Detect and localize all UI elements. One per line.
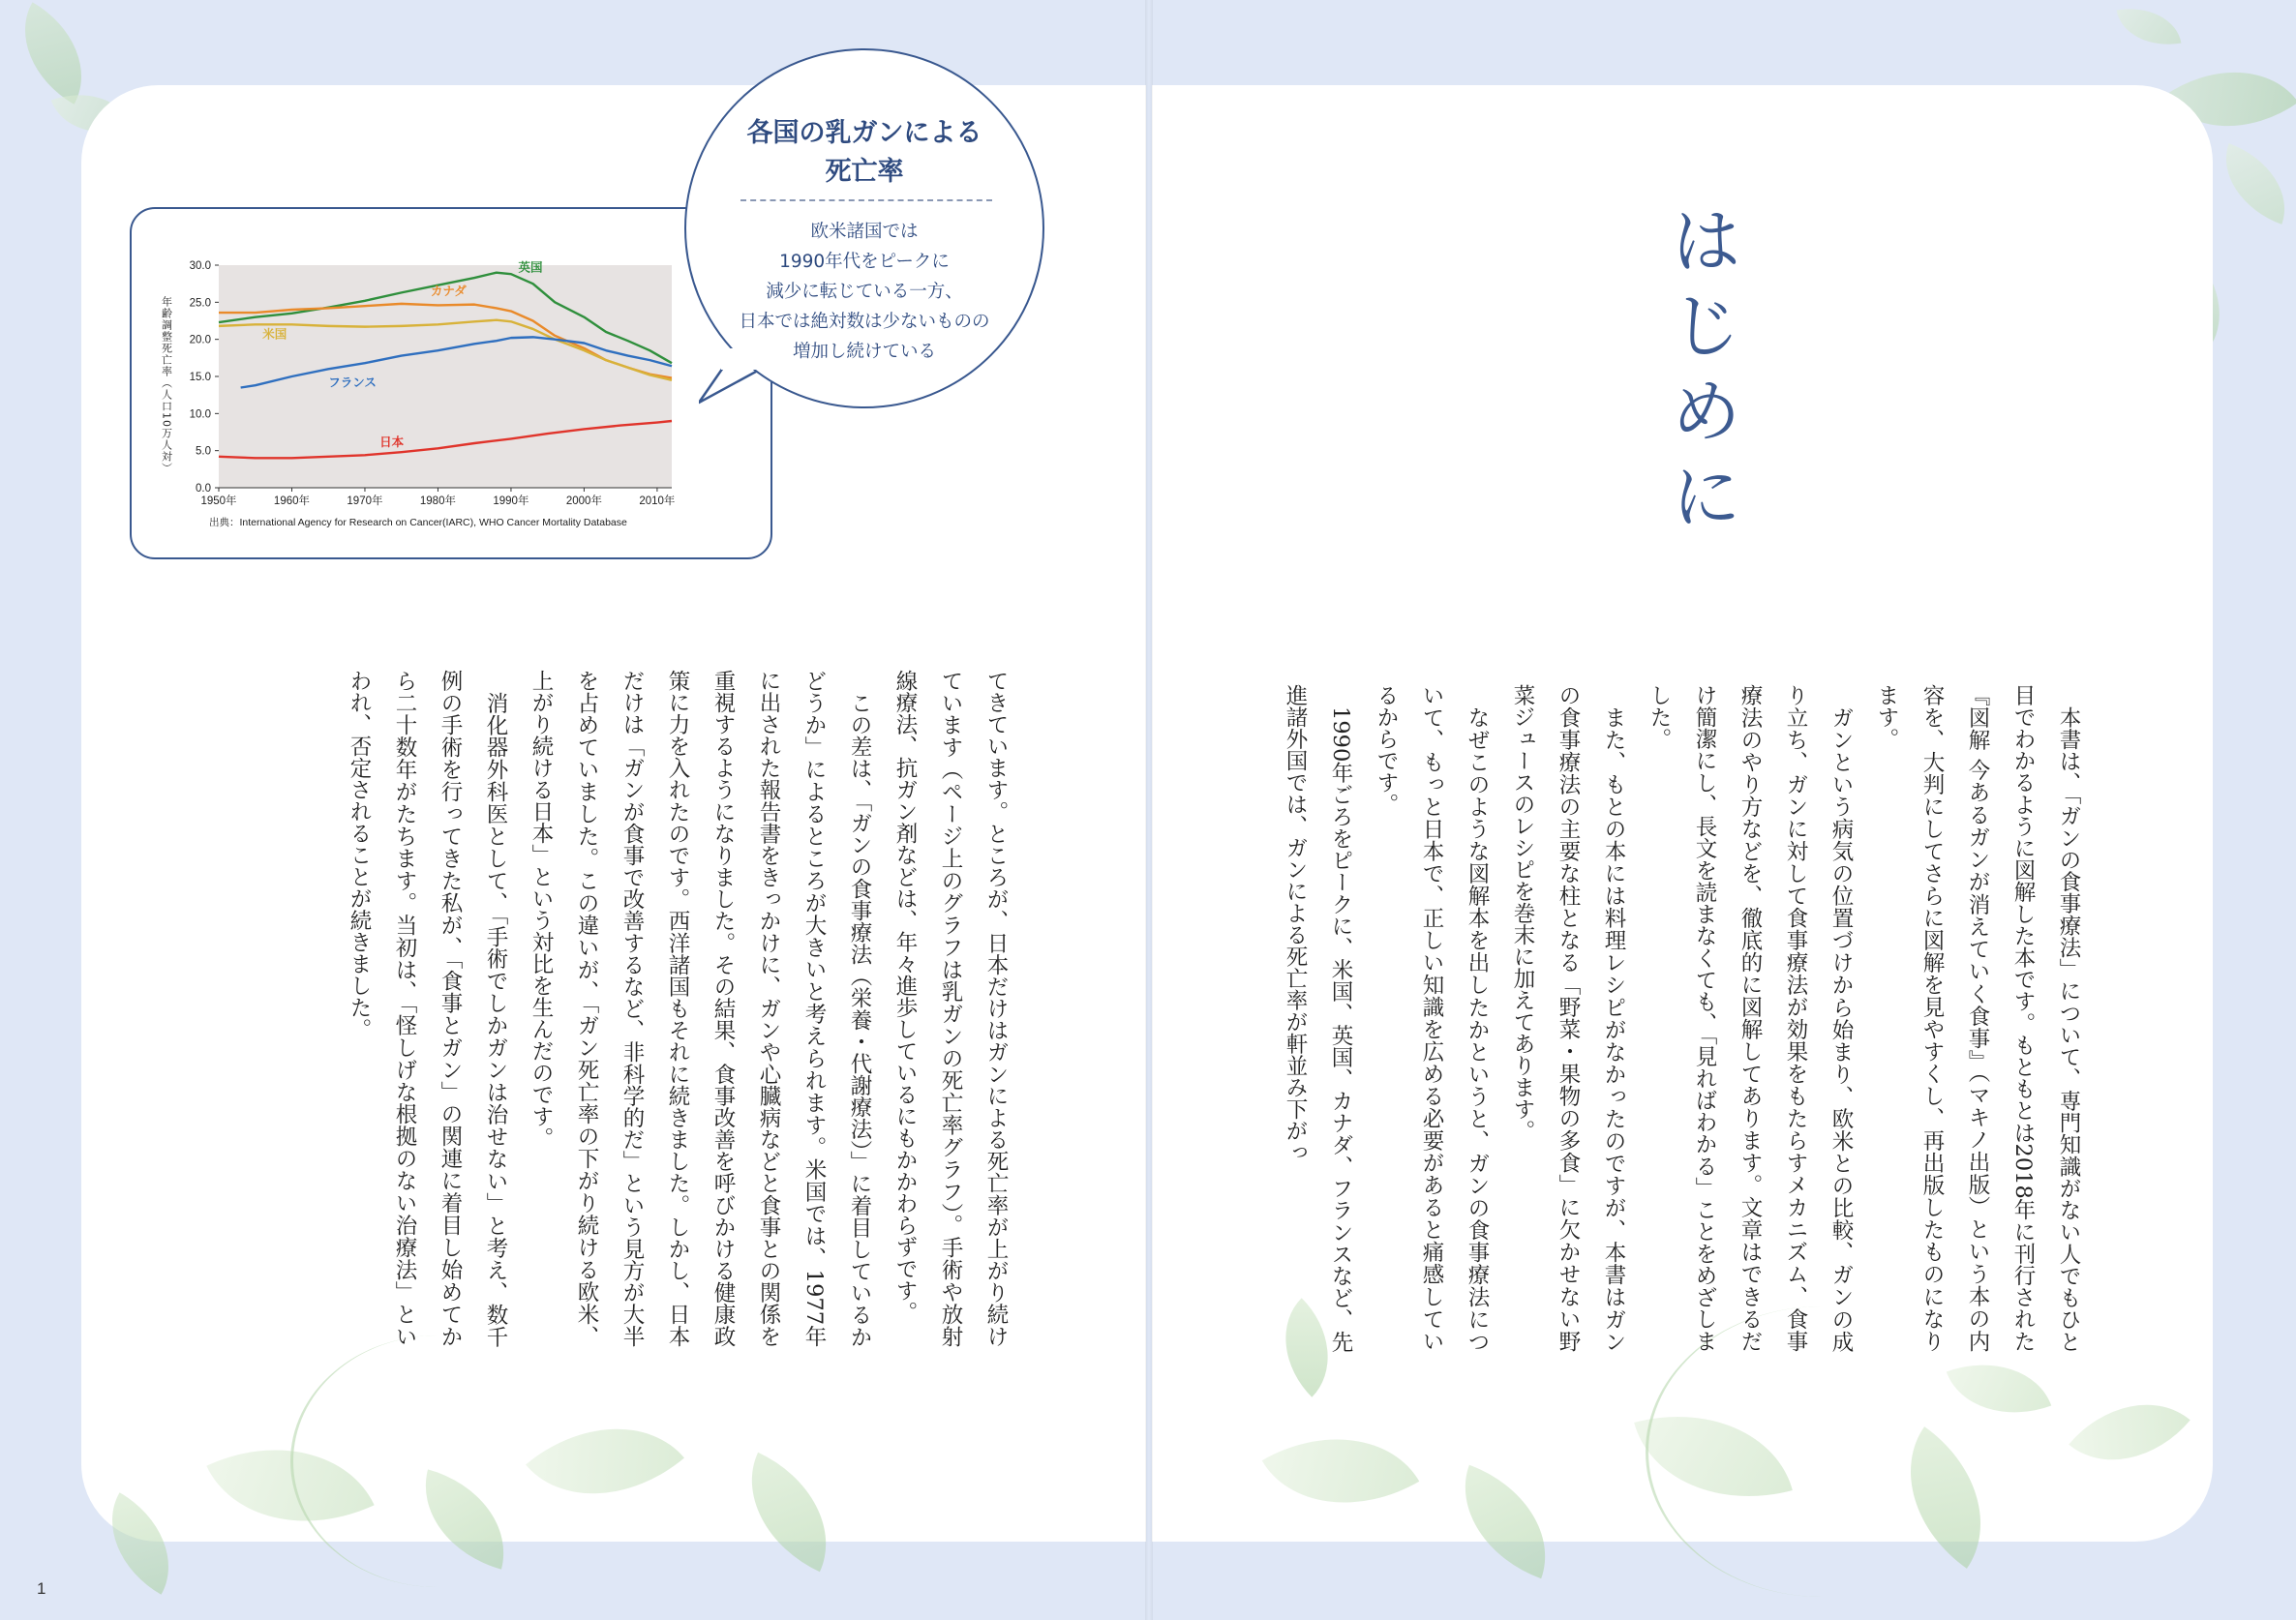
bubble-title-line: 各国の乳ガンによる <box>746 118 982 148</box>
series-label: 日本 <box>379 435 405 450</box>
paragraph: なぜこのような図解本を出したかというと、ガンの食事療法について、もっと日本で、正しい知識を広める必要があると痛感しているからです。 <box>1374 684 1490 1352</box>
stem-decoration <box>290 1335 584 1587</box>
paragraph: 本書は、「ガンの食事療法」について、専門知識がない人でもひと目でわかるように図解した本です。もともとは2018年に刊行された『図解 今あるガンが消えていく食事』（マキノ出版）という本の内容を、大判にしてさらに図解を見やすくし、再出版したものになります。 <box>1874 684 2081 1352</box>
y-tick-label: 25.0 <box>189 297 211 310</box>
x-tick-label: 2000年 <box>565 495 602 507</box>
x-tick-label: 1950年 <box>200 495 237 507</box>
page-fold <box>1145 0 1153 1620</box>
bubble-body-line: 1990年代をピークに <box>779 252 950 272</box>
series-label: 英国 <box>518 259 543 275</box>
x-tick-label: 1960年 <box>273 495 311 507</box>
bubble-body-line: 欧米諸国では <box>810 222 919 242</box>
paragraph: 1990年ごろをピークに、米国、英国、カナダ、フランスなど、先進諸外国では、ガンによる死亡率が軒並み下がっ <box>1283 684 1353 1352</box>
paragraph: てきています。ところが、日本だけはガンによる死亡率が上がり続けています（ページ上のグラフは乳ガンの死亡率グラフ）。手術や放射線療法、抗ガン剤などは、年々進歩しているにもかかわらずです。 <box>892 670 1009 1348</box>
bubble-divider <box>740 199 992 201</box>
chart-plot-background <box>219 265 672 488</box>
paragraph: また、もとの本には料理レシピがなかったのですが、本書はガンの食事療法の主要な柱となる「野菜・果物の多食」に欠かせない野菜ジュースのレシピを巻末に加えてあります。 <box>1510 684 1626 1352</box>
y-tick-label: 20.0 <box>189 334 211 346</box>
bubble-body-line: 減少に転じている一方、 <box>766 282 963 302</box>
leaf-decoration <box>0 2 107 105</box>
series-label: カナダ <box>430 284 467 299</box>
x-tick-label: 1970年 <box>347 495 383 507</box>
y-tick-label: 10.0 <box>189 408 211 421</box>
y-axis <box>190 260 219 495</box>
chart-source: 出典：International Agency for Research on Cancer(IARC), WHO Cancer Mortality Database <box>209 517 627 528</box>
paragraph: この差は、「ガンの食事療法（栄養・代謝療法）」に着目しているかどうか」によるところが大きいと考えられます。米国では、1977年に出された報告書をきっかけに、ガンや心臓病などと食事との関係を重視するようになりました。その結果、食事改善を呼びかける健康政策に力を入れたのです。西洋諸国もそれに続きました。しかし、日本だけは「ガンが食事で改善するなど、非科学的だ」という見方が大半を占めていました。この違いが、「ガン死亡率の下がり続ける欧米、上がり続ける日本」という対比を生んだのです。 <box>529 670 872 1347</box>
bubble-title <box>714 114 1014 192</box>
series-label: フランス <box>328 375 377 390</box>
bubble-body-line: 日本では絶対数は少ないものの <box>739 312 990 332</box>
x-tick-label: 1990年 <box>493 495 529 507</box>
x-tick-label: 2010年 <box>639 495 676 507</box>
right-page-body <box>1258 684 2091 1352</box>
page-number: 1 <box>37 1579 46 1598</box>
y-tick-label: 15.0 <box>189 372 211 383</box>
chart-svg <box>132 209 770 557</box>
bubble-body <box>710 217 1019 367</box>
leaf-decoration <box>2117 0 2182 53</box>
series-label: 米国 <box>262 326 287 342</box>
page-title: はじめに <box>1659 203 1742 544</box>
paragraph: 消化器外科医として、「手術でしかガンは治せない」と考え、数千例の手術を行ってきた私が、「食事とガン」の関連に着目し始めてから二十数年がたちます。当初は、「怪しげな根拠のない治療法」といわれ、否定されることが続きました。 <box>347 670 508 1347</box>
leaf-decoration <box>2209 143 2296 225</box>
x-axis <box>200 488 675 507</box>
bubble-title-line: 死亡率 <box>825 157 904 187</box>
chart-card <box>130 207 772 559</box>
y-tick-label: 30.0 <box>189 260 211 272</box>
y-tick-label: 0.0 <box>196 483 211 495</box>
left-page-body <box>205 670 1018 1347</box>
paragraph: ガンという病気の位置づけから始まり、欧米との比較、ガンの成り立ち、ガンに対して食事療法が効果をもたらすメカニズム、食事療法のやり方などを、徹底的に図解してあります。文章はできるだけ簡潔にし、長文を読まなくても、「見ればわかる」ことをめざしました。 <box>1646 684 1854 1352</box>
y-axis-label: 年齢調整死亡率（人口10万人対） <box>160 296 173 474</box>
x-tick-label: 1980年 <box>419 495 456 507</box>
y-tick-label: 5.0 <box>196 445 211 458</box>
bubble-body-line: 増加し続けている <box>792 342 936 362</box>
